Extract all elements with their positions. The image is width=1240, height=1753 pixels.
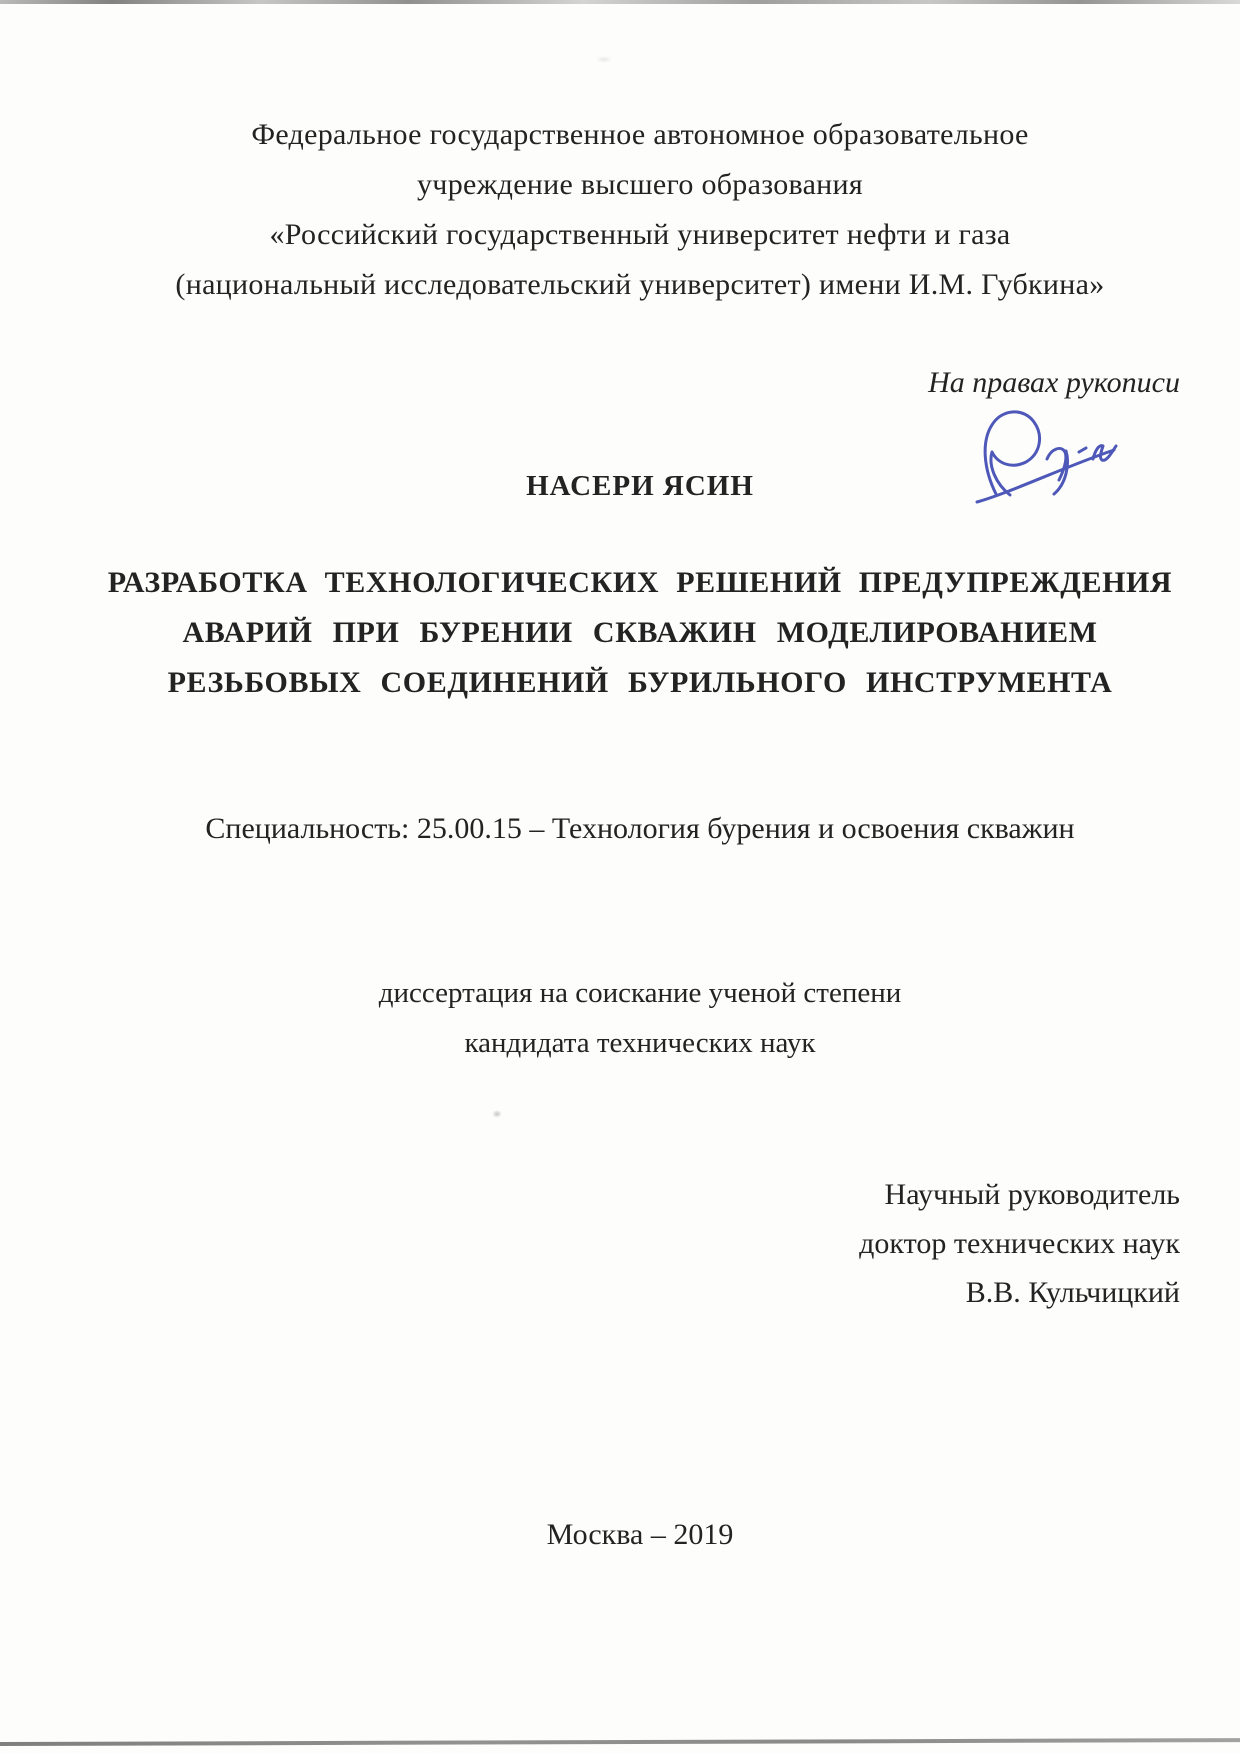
city-year-line: Москва – 2019 [546, 1518, 734, 1551]
title-line-1: РАЗРАБОТКА ТЕХНОЛОГИЧЕСКИХ РЕШЕНИЙ ПРЕДУПРЕЖДЕНИЯ [107, 566, 1173, 599]
institution-line-3: «Российский государственный университет нефти и газа [269, 218, 1011, 251]
title-line-3: РЕЗЬБОВЫХ СОЕДИНЕНИЙ БУРИЛЬНОГО ИНСТРУМЕНТА [167, 666, 1113, 699]
degree-statement-line-1: диссертация на соискание ученой степени [378, 977, 902, 1009]
scan-artifact-top-edge [0, 0, 1240, 4]
specialty-line: Специальность: 25.00.15 – Технология бурения и освоения скважин [205, 812, 1075, 845]
supervisor-role: Научный руководитель [884, 1178, 1180, 1211]
scan-artifact-bottom-line [0, 1738, 1240, 1746]
degree-statement [100, 968, 1180, 1068]
institution-line-2: учреждение высшего образования [417, 168, 863, 201]
scan-speck [596, 56, 612, 63]
supervisor-block [100, 1170, 1180, 1317]
degree-statement-line-2: кандидата технических наук [464, 1027, 816, 1059]
manuscript-rights-note: На правах рукописи [928, 366, 1180, 399]
institution-header [100, 110, 1180, 310]
supervisor-degree: доктор технических наук [859, 1227, 1180, 1260]
dissertation-title [100, 558, 1180, 708]
institution-line-4: (национальный исследовательский университет) имени И.М. Губкина» [175, 268, 1105, 301]
scan-speck [492, 1110, 502, 1118]
supervisor-name: В.В. Кульчицкий [965, 1276, 1180, 1309]
institution-line-1: Федеральное государственное автономное образовательное [251, 118, 1029, 151]
title-line-2: АВАРИЙ ПРИ БУРЕНИИ СКВАЖИН МОДЕЛИРОВАНИЕМ [182, 616, 1098, 649]
author-name: НАСЕРИ ЯСИН [526, 470, 754, 502]
